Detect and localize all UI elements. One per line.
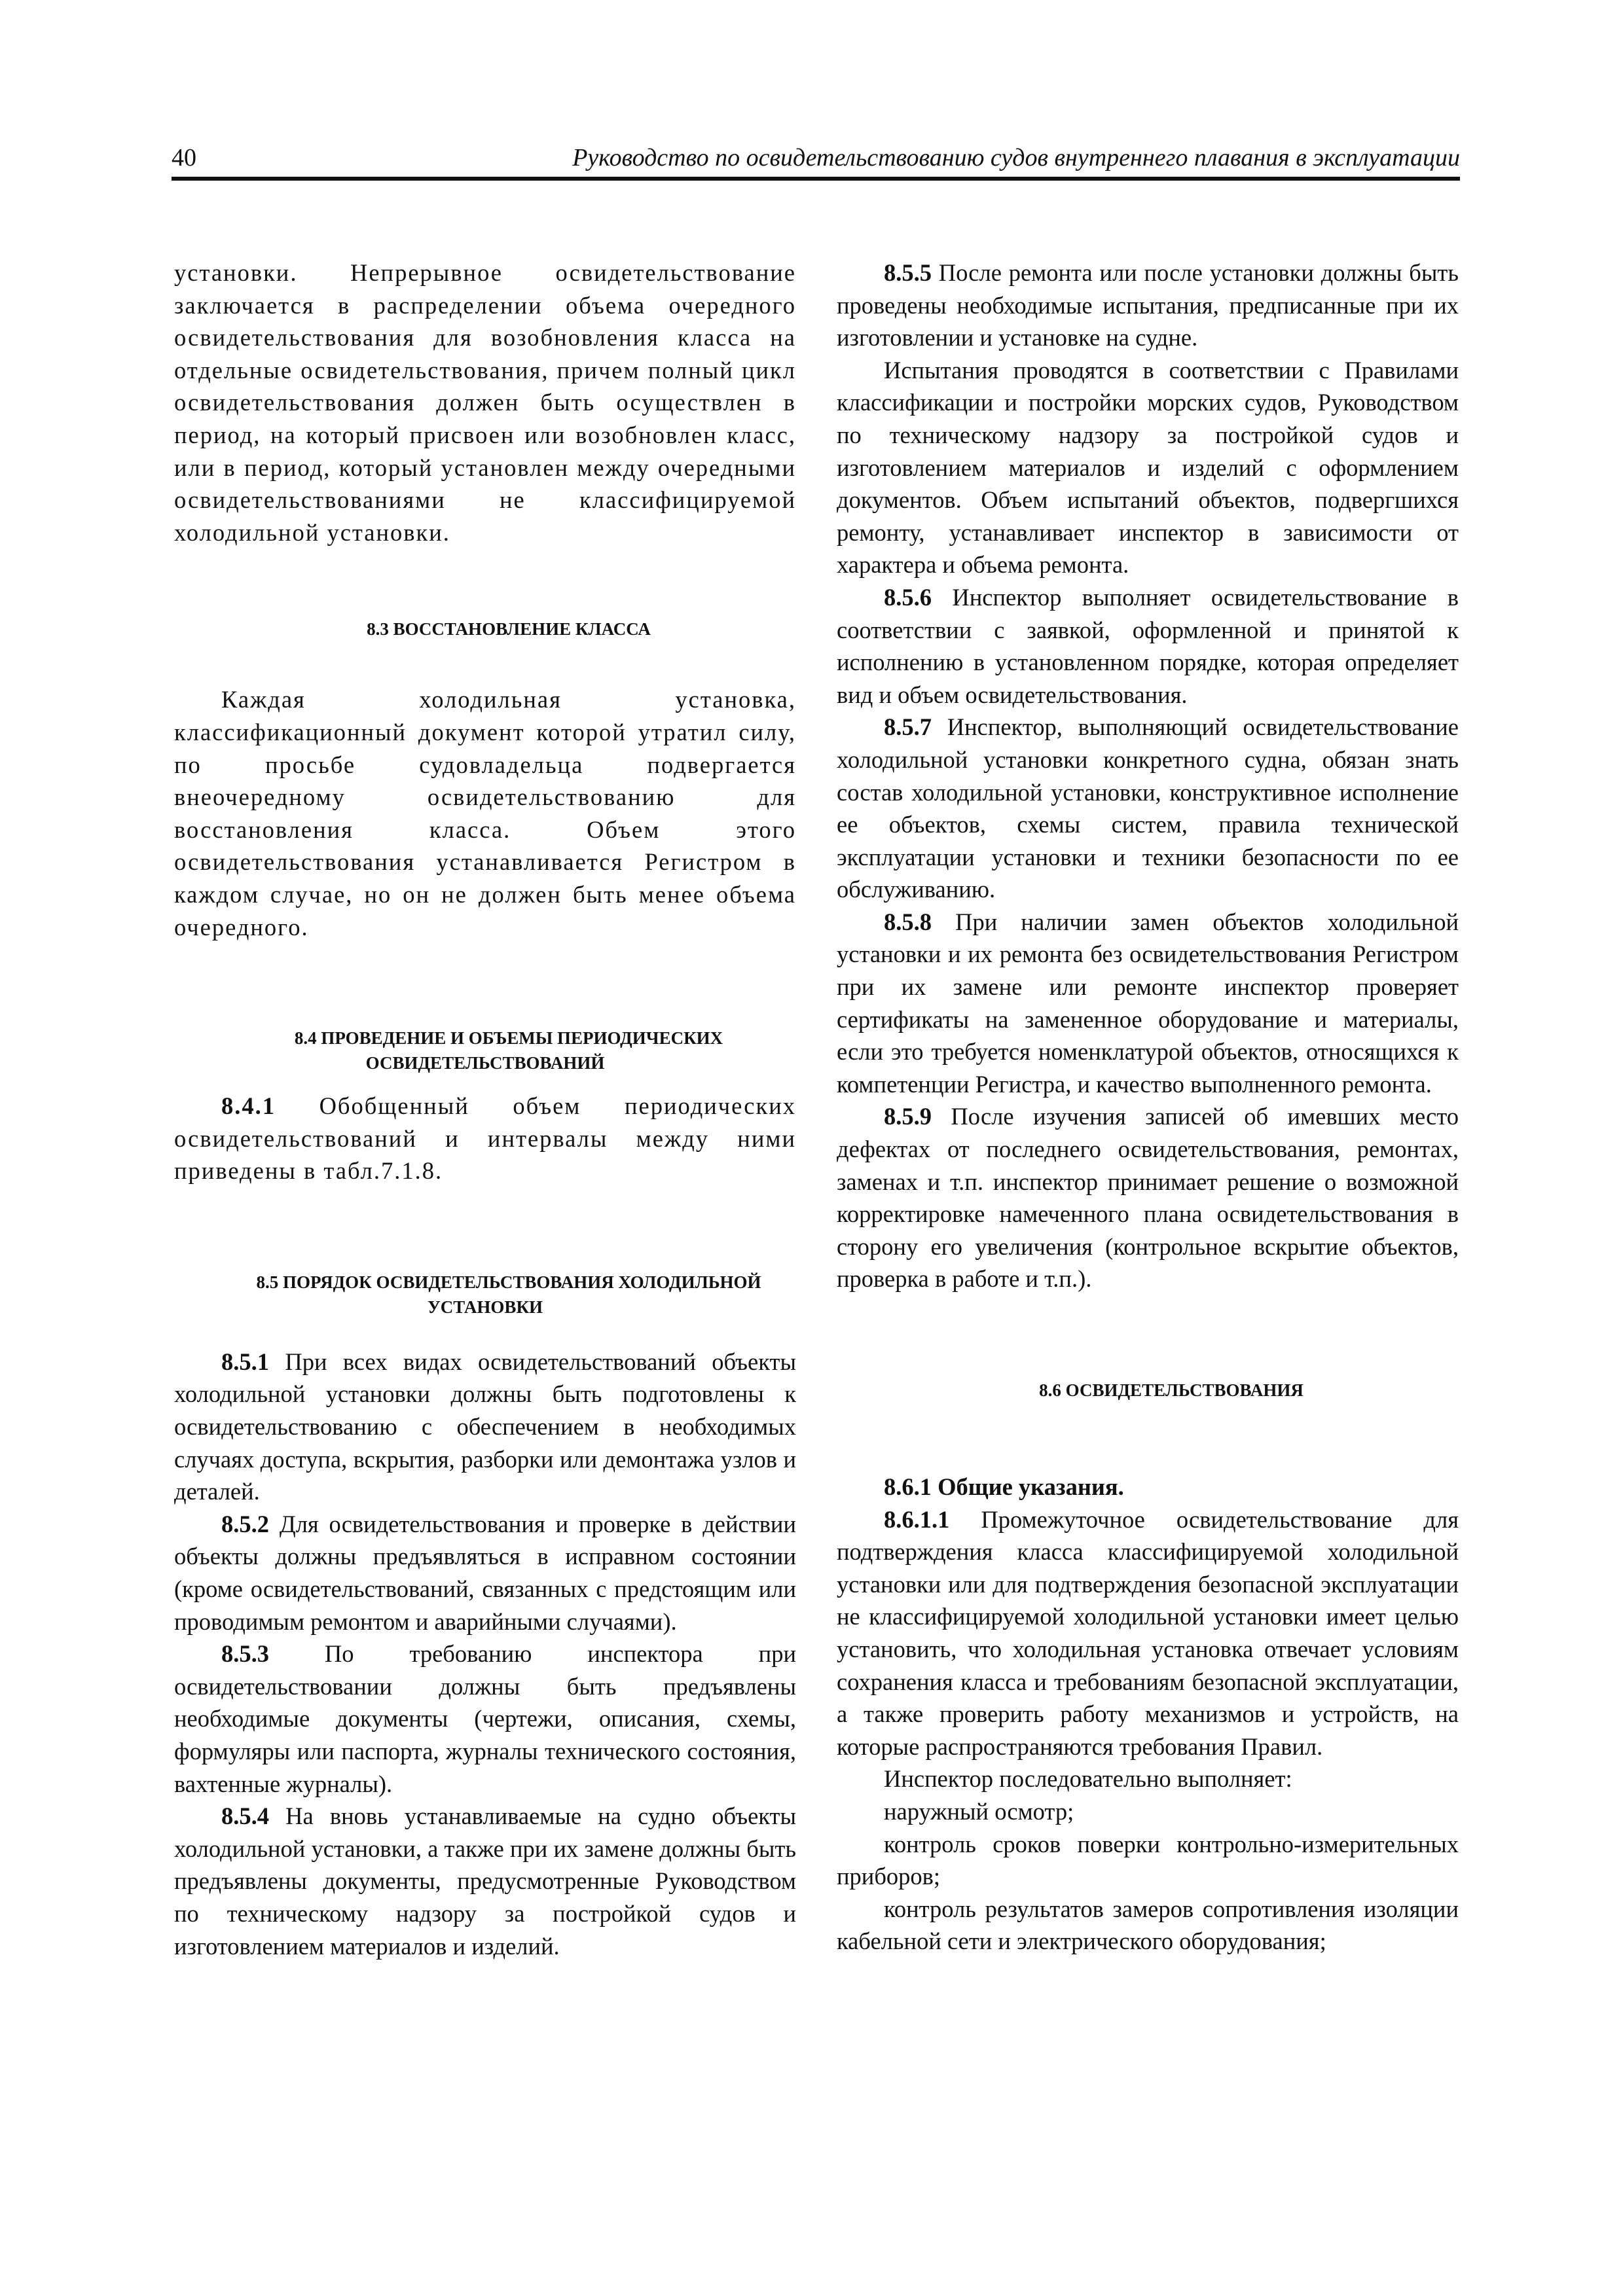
clause-number: 8.4.1 [221, 1092, 276, 1120]
heading-8-6: 8.6 ОСВИДЕТЕЛЬСТВОВАНИЯ [1039, 1380, 1304, 1400]
clause-number: 8.5.9 [884, 1103, 932, 1130]
paragraph-8-5-1 [174, 1346, 796, 1508]
clause-number: 8.5.5 [884, 259, 932, 286]
paragraph-tests: Испытания проводятся в соответствии с Правилами классификации и постройки морских судов, Руководством по техническому надзору за постройкой судов и изготовлением материалов и изделий с оформлением документов. Объем испытаний объектов, подвергшихся ремонту, устанавливает инспектор в зависимости от характера и объема ремонта. [837, 356, 1459, 579]
clause-number: 8.6.1.1 [884, 1505, 950, 1533]
clause-text: После ремонта или после установки должны быть проведены необходимые испытания, предписанные при их изготовлении и установке на судне. [837, 259, 1459, 351]
paragraph-8-5-7 [837, 711, 1459, 906]
paragraph-8-5-2 [174, 1508, 796, 1638]
heading-8-5-line2: УСТАНОВКИ [427, 1297, 543, 1317]
clause-text: При всех видах освидетельствований объекты холодильной установки должны быть подготовлены к освидетельствованию с обеспечением в необходимых случаях доступа, вскрытия, разборки или демонтажа узлов и деталей. [174, 1348, 796, 1505]
paragraph-8-4-1 [174, 1090, 796, 1187]
paragraph-8-5-9 [837, 1100, 1459, 1295]
clause-text: Для освидетельствования и проверке в действии объекты должны предъявляться в исправном состоянии (кроме освидетельствований, связанных с предстоящим или проводимым ремонтом и аварийными случаями). [174, 1510, 796, 1635]
list-item: наружный осмотр; [884, 1797, 1074, 1825]
paragraph-8-3: Каждая холодильная установка, классификационный документ которой утратил силу, по просьбе судовладельца подвергается внеочередному освидетельствованию для восстановления класса. Объем этого освидетельствования устанавливается Регистром в каждом случае, но он не должен быть менее объема очередного. [174, 686, 796, 941]
heading-8-4 [174, 1026, 796, 1075]
paragraph-8-5-3 [174, 1638, 796, 1800]
page-number: 40 [172, 144, 196, 171]
clause-text: После изучения записей об имевших место дефектах от последнего освидетельствования, ремонтах, заменах и т.п. инспектор принимает решение о возможной корректировке намеченного плана освидетельствования в сторону его увеличения (контрольное вскрытие объектов, проверка в работе и т.п.). [837, 1103, 1459, 1293]
clause-number: 8.5.3 [221, 1640, 269, 1668]
paragraph-8-5-4 [174, 1800, 796, 1962]
clause-number: 8.5.4 [221, 1803, 269, 1830]
clause-number: 8.5.6 [884, 583, 932, 611]
heading-8-4-line2: ОСВИДЕТЕЛЬСТВОВАНИЙ [365, 1053, 605, 1073]
paragraph-8-6-1-1 [837, 1503, 1459, 1763]
heading-8-5 [174, 1270, 796, 1319]
clause-number: 8.5.1 [221, 1348, 269, 1375]
page-header [172, 143, 1460, 181]
right-column [837, 257, 1459, 1958]
clause-text: Обобщенный объем периодических освидетельствований и интервалы между ними приведены в табл.7.1.8. [174, 1092, 796, 1185]
heading-8-4-line1: 8.4 ПРОВЕДЕНИЕ И ОБЪЕМЫ ПЕРИОДИЧЕСКИХ [294, 1028, 723, 1049]
list-item: контроль результатов замеров сопротивления изоляции кабельной сети и электрического оборудования; [837, 1895, 1459, 1955]
heading-8-3: 8.3 ВОССТАНОВЛЕНИЕ КЛАССА [367, 619, 651, 639]
left-column [174, 257, 796, 1962]
clause-number: 8.5.7 [884, 713, 932, 741]
clause-number: 8.5.8 [884, 908, 932, 935]
paragraph-continuation: установки. Непрерывное освидетельствование заключается в распределении объема очередного освидетельствования для возобновления класса на отдельные освидетельствования, причем полный цикл освидетельствования должен быть осуществлен в период, на который присвоен или возобновлен класс, или в период, который установлен между очередными освидетельствованиями не классифицируемой холодильной установки. [174, 259, 796, 546]
heading-8-5-line1: 8.5 ПОРЯДОК ОСВИДЕТЕЛЬСТВОВАНИЯ ХОЛОДИЛЬНОЙ [256, 1272, 761, 1292]
clause-number: 8.5.2 [221, 1510, 269, 1537]
clause-text: На вновь устанавливаемые на судно объекты холодильной установки, а также при их замене должны быть предъявлены документы, предусмотренные Руководством по техническому надзору за постройкой судов и изготовлением материалов и изделий. [174, 1803, 796, 1960]
heading-8-6-1: 8.6.1 Общие указания. [884, 1473, 1124, 1500]
clause-text: Промежуточное освидетельствование для подтверждения класса классифицируемой холодильной установки или для подтверждения безопасной эксплуатации не классифицируемой холодильной установки имеет целью установить, что холодильная установка отвечает условиям сохранения класса и требованиям безопасной эксплуатации, а также проверить работу механизмов и устройств, на которые распространяются требования Правил. [837, 1505, 1459, 1760]
paragraph-8-5-8 [837, 906, 1459, 1101]
clause-text: По требованию инспектора при освидетельствовании должны быть предъявлены необходимые документы (чертежи, описания, схемы, формуляры или паспорта, журналы технического состояния, вахтенные журналы). [174, 1640, 796, 1797]
paragraph-8-5-6 [837, 581, 1459, 711]
clause-text: При наличии замен объектов холодильной установки и их ремонта без освидетельствования Регистром при их замене или ремонте инспектор проверяет сертификаты на замененное оборудование и материалы, если это требуется номенклатурой объектов, относящихся к компетенции Регистра, и качество выполненного ремонта. [837, 908, 1459, 1098]
clause-text: Инспектор, выполняющий освидетельствование холодильной установки конкретного судна, обязан знать состав холодильной установки, конструктивное исполнение ее объектов, схемы систем, правила технической эксплуатации установки и техники безопасности по ее обслуживанию. [837, 713, 1459, 903]
paragraph-inspector: Инспектор последовательно выполняет: [884, 1765, 1292, 1793]
running-title: Руководство по освидетельствованию судов внутреннего плавания в эксплуатации [572, 144, 1460, 171]
clause-text: Инспектор выполняет освидетельствование в соответствии с заявкой, оформленной и принятой к исполнению в установленном порядке, которая определяет вид и объем освидетельствования. [837, 583, 1459, 708]
list-item: контроль сроков поверки контрольно-измерительных приборов; [837, 1830, 1459, 1890]
paragraph-8-5-5 [837, 257, 1459, 354]
